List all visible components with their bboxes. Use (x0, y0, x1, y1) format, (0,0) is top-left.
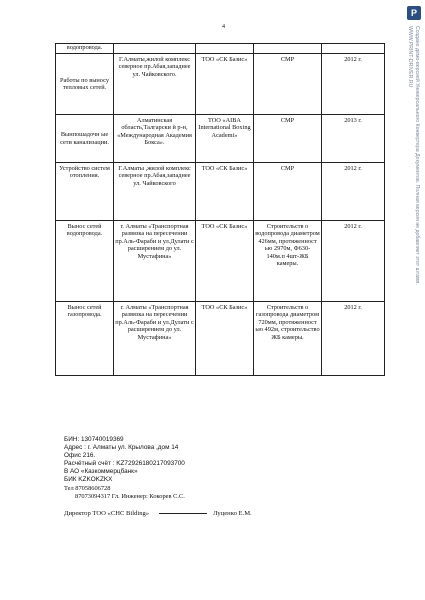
cell-work: Вынпошадочн ые сети канализации. (56, 115, 114, 163)
converter-logo-icon: P (407, 6, 421, 20)
requisite-phone: Тел 87058606728 (64, 484, 111, 492)
requisite-office: Офис 216. (64, 452, 96, 460)
cell-year: 2013 г. (322, 115, 385, 163)
cell-type: СМР (254, 115, 322, 163)
cell-location: Г.Алматы ,жилой комплекс северное пр.Абая,западнее ул. Чайковского (114, 163, 196, 221)
requisite-address: Адрес : г. Алматы ул. Крылова ,дом 14 (64, 444, 179, 452)
cell-work: водопровода. (56, 44, 114, 54)
cell-contractor: ТОО «СК Базис» (196, 302, 254, 376)
cell-contractor (196, 44, 254, 54)
signature-line (159, 513, 207, 514)
cell-year: 2012 г. (322, 221, 385, 302)
page-number: 4 (222, 24, 225, 30)
table-row (56, 115, 385, 163)
watermark-url: WWW.PRINT-DRIVER.RU (407, 26, 413, 88)
watermark-line: Создано демо-версией Универсального Конвертера Документов. Полная версия не добавляет этот штамп. (414, 26, 420, 285)
watermark-text (406, 26, 420, 285)
signature-block (64, 510, 252, 517)
cell-type: Строительств о водопровода диаметром 426мм, протяженност ью 2970м, Ф630- 140м.п 4шт-ЖБ камеры. (254, 221, 322, 302)
table-row-continuation (56, 44, 385, 54)
requisite-account: Расчётный счёт : KZ72926180217093700 (64, 460, 185, 468)
company-requisites (64, 436, 185, 501)
table-row (56, 302, 385, 376)
cell-location: Алматинская область,Талгарски й р-н, «Международная Академия Бокса». (114, 115, 196, 163)
cell-location (114, 44, 196, 54)
cell-type: СМР (254, 54, 322, 115)
table-row (56, 163, 385, 221)
cell-type: СМР (254, 163, 322, 221)
cell-type (254, 44, 322, 54)
cell-year: 2012 г. (322, 54, 385, 115)
requisite-bin: БИН: 130740019369 (64, 436, 124, 443)
cell-work: Вынос сетей газопровода. (56, 302, 114, 376)
cell-work: Вынос сетей водопровода. (56, 221, 114, 302)
signature-title: Директор ТОО «СНС Bilding» (64, 510, 150, 517)
cell-location: Г.Алматы,жилой комплекс северное пр.Абая,западнее ул. Чайковского. (114, 54, 196, 115)
converter-watermark (403, 0, 425, 600)
requisite-bank: В АО «Казкоммерцбанк» (64, 468, 138, 476)
table-row (56, 54, 385, 115)
cell-type: Строительств о газопровода диаметром 720мм, протяженност ью 492м, строительство ЖБ камеры. (254, 302, 322, 376)
cell-location: г. Алматы «Транспортная развязка на пересечении пр.Аль-Фараби и ул.Дулати с расширением до ул. Мустафина» (114, 221, 196, 302)
requisite-bik: БИК KZKOKZKX (64, 476, 113, 484)
works-table (55, 43, 385, 376)
signature-name: Луценко Е.М. (213, 510, 252, 517)
cell-year (322, 44, 385, 54)
cell-work: Работы по выносу тепловых сетей. (56, 54, 114, 115)
cell-location: г. Алматы «Транспортная развязка на пересечении пр.Аль-Фараби и ул.Дулати с расширением до ул. Мустафина» (114, 302, 196, 376)
cell-work: Устройство систем отопления. (56, 163, 114, 221)
cell-contractor: ТОО «СК Базис» (196, 163, 254, 221)
table-row (56, 221, 385, 302)
cell-year: 2012 г. (322, 302, 385, 376)
requisite-phone-engineer: 87073094317 Гл. Инженер: Кокорев С.С. (75, 492, 185, 500)
cell-contractor: ТОО «СК Базис» (196, 54, 254, 115)
cell-contractor: ТОО «AIBA International Boxing Academi» (196, 115, 254, 163)
cell-contractor: ТОО «СК Базис» (196, 221, 254, 302)
cell-year: 2012 г. (322, 163, 385, 221)
